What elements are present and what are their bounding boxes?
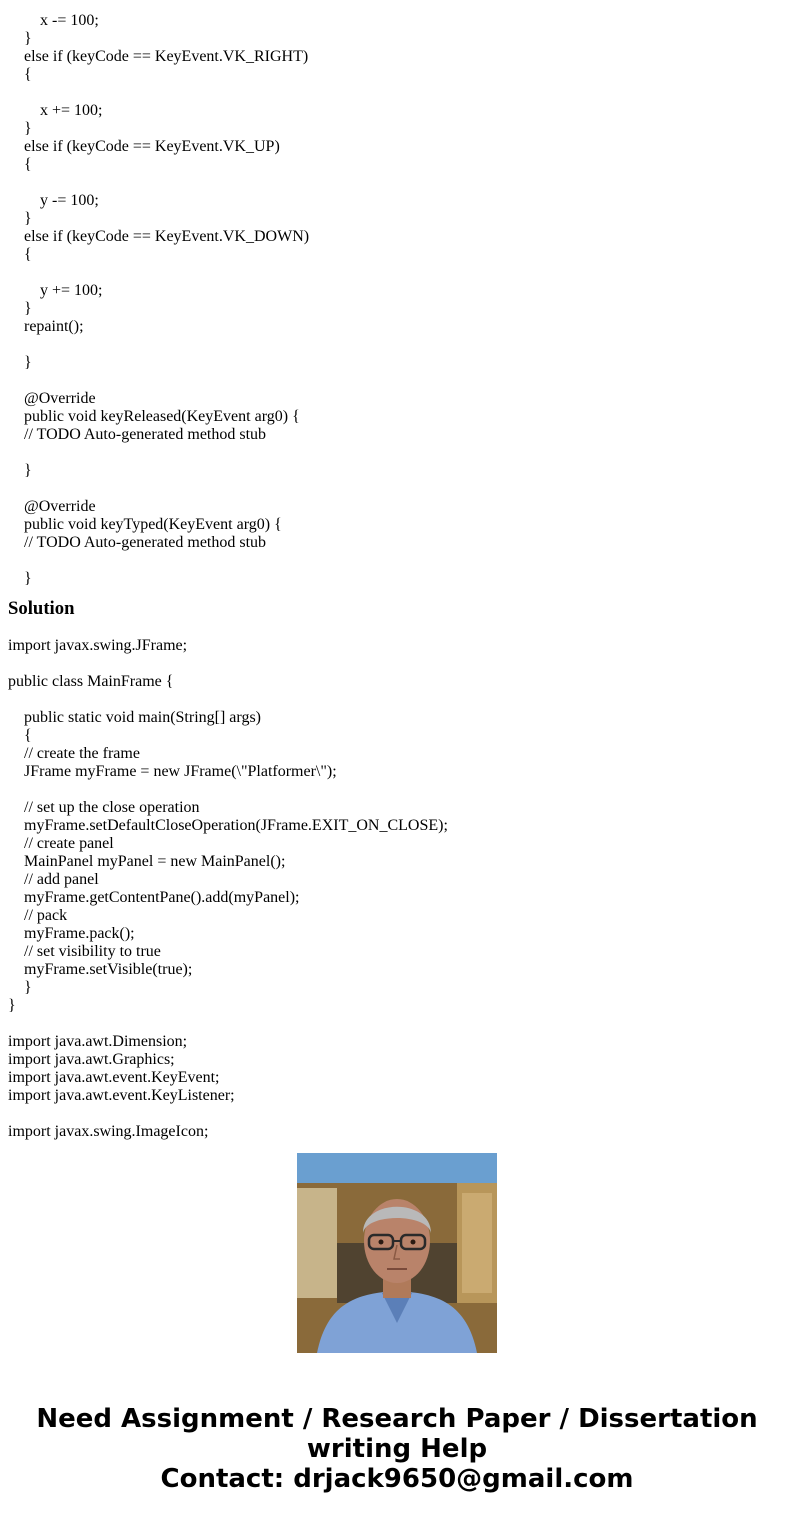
promo-banner [0, 1404, 794, 1494]
solution-heading: Solution [8, 598, 75, 619]
code-snippet-solution: import javax.swing.JFrame; public class MainFrame { public static void main(String[] args) { // create the frame JFrame myFrame = new JFrame(\"Platformer\"); // set up the close operation myFrame.setDefaultCloseOperation(JFrame.EXIT_ON_CLOSE); // create panel MainPanel myPanel = new MainPanel(); // add panel myFrame.getContentPane().add(myPanel); // pack myFrame.pack(); // set visibility to true myFrame.setVisible(true); } } import java.awt.Dimension; import java.awt.Graphics; import java.awt.event.KeyEvent; import java.awt.event.KeyListener; import javax.swing.ImageIcon; [8, 637, 448, 1140]
code-content-area [8, 0, 788, 1140]
promo-line-1: Need Assignment / Research Paper / Dissertation [36, 1404, 758, 1434]
promo-contact-line: Contact: drjack9650@gmail.com [160, 1464, 634, 1494]
promo-line-2: writing Help [306, 1434, 488, 1464]
code-snippet-keylistener: x -= 100; } else if (keyCode == KeyEvent.VK_RIGHT) { x += 100; } else if (keyCode == KeyEvent.VK_UP) { y -= 100; } else if (keyCode == KeyEvent.VK_DOWN) { y += 100; } repaint(); } @Override public void keyReleased(KeyEvent arg0) { // TODO Auto-generated method stub } @Override public void keyTyped(KeyEvent arg0) { // TODO Auto-generated method stub } [24, 12, 310, 587]
author-avatar [297, 1153, 497, 1353]
